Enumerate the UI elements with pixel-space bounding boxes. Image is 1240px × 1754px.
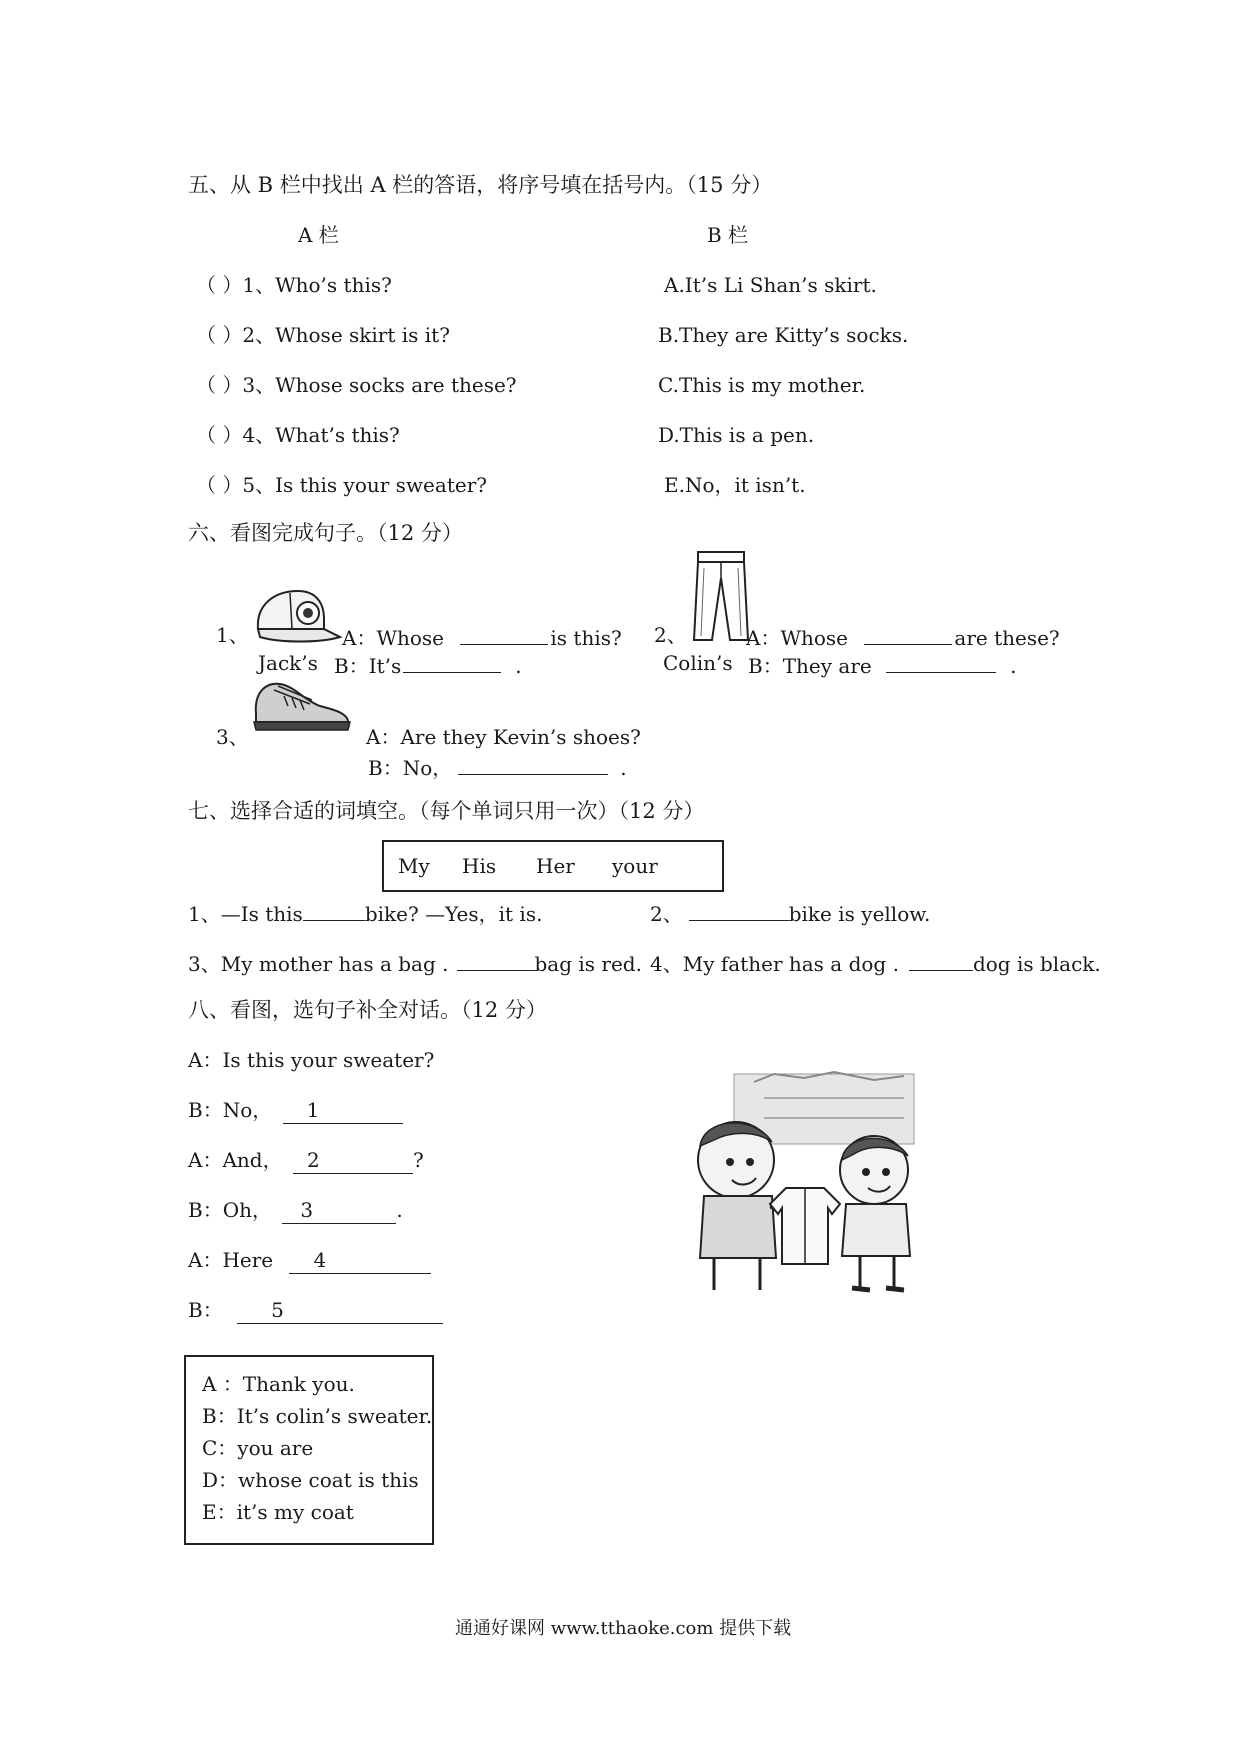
q6-3-number: 3、: [216, 725, 249, 749]
dialog-line-4-end: .: [396, 1198, 403, 1222]
match-question-4: （ ）4、What’s this?: [196, 423, 400, 447]
dialog-line-3: [188, 1147, 424, 1174]
dialog-line-1: A：Is this your sweater?: [188, 1048, 435, 1072]
q7-2: [650, 898, 930, 927]
dialog-line-4-label: B：Oh，: [188, 1198, 272, 1222]
match-answer-b: B.They are Kitty’s socks.: [658, 323, 909, 347]
q7-4-blank[interactable]: [909, 948, 973, 971]
q6-2-line-a: [746, 622, 1060, 651]
dialog-blank-5[interactable]: [237, 1297, 443, 1324]
dialog-line-5-label: A：Here: [188, 1248, 274, 1272]
dialog-blank-3-number: 3: [300, 1198, 314, 1222]
q7-4: [650, 948, 1101, 977]
word-bank-word-his: His: [462, 854, 497, 878]
dialog-blank-2[interactable]: [293, 1147, 413, 1174]
q6-2-a-end: are these?: [954, 626, 1060, 650]
section-8-title: 八、看图，选句子补全对话。（12 分）: [188, 998, 547, 1022]
match-answer-c: C.This is my mother.: [658, 373, 866, 397]
column-a-header: A 栏: [298, 223, 339, 247]
q6-3-b-end: .: [620, 756, 627, 780]
shoes-picture-icon: [250, 676, 354, 736]
q7-2-b: bike is yellow.: [788, 902, 931, 926]
match-question-1: （ ）1、Who’s this?: [196, 273, 392, 297]
dialog-line-5: [188, 1247, 431, 1274]
q6-2-line-b: [748, 650, 1016, 679]
column-b-header: B 栏: [707, 223, 749, 247]
q6-1-line-a: [342, 622, 622, 651]
dialog-blank-3[interactable]: [282, 1197, 396, 1224]
dialog-line-4: [188, 1197, 403, 1224]
option-c: C：you are: [202, 1436, 314, 1460]
section-5-title: 五、从 B 栏中找出 A 栏的答语，将序号填在括号内。（15 分）: [188, 173, 773, 197]
q7-1-a: 1、—Is this: [188, 902, 303, 926]
q6-1-name: Jack’s: [258, 651, 318, 675]
word-bank-word-my: My: [398, 854, 430, 878]
q6-1-a-end: is this?: [550, 626, 622, 650]
q6-3-blank-b[interactable]: [458, 752, 608, 775]
boys-with-sweater-picture: [674, 1068, 934, 1300]
option-b: B：It’s colin’s sweater.: [202, 1404, 433, 1428]
q6-1-line-b: [334, 650, 522, 679]
q7-1-b: bike? —Yes，it is.: [364, 902, 543, 926]
word-bank-word-your: your: [612, 854, 658, 878]
dialog-line-2: [188, 1097, 403, 1124]
q7-3: [188, 948, 642, 977]
match-question-5: （ ）5、Is this your sweater?: [196, 473, 487, 497]
q6-2-blank-a[interactable]: [864, 622, 952, 645]
option-d: D：whose coat is this: [202, 1468, 419, 1492]
q7-3-a: 3、My mother has a bag .: [188, 952, 449, 976]
q6-1-number: 1、: [216, 623, 249, 647]
footer-text: 通通好课网 www.tthaoke.com 提供下载: [455, 1618, 792, 1639]
q6-2-number: 2、: [654, 623, 687, 647]
q6-3-line-b: [368, 752, 627, 781]
q7-1-blank[interactable]: [303, 898, 365, 921]
q6-1-b-end: .: [515, 654, 522, 678]
trousers-picture-icon: [690, 548, 752, 644]
q6-1-blank-a[interactable]: [460, 622, 548, 645]
q6-3-b-text: B：No，: [368, 756, 453, 780]
q6-2-b-end: .: [1010, 654, 1017, 678]
q6-2-b-text: B：They are: [748, 654, 872, 678]
dialog-line-2-label: B：No，: [188, 1098, 273, 1122]
cap-picture-icon: [250, 585, 342, 647]
word-bank-box: [382, 840, 724, 892]
options-box: [184, 1355, 434, 1545]
q6-2-blank-b[interactable]: [886, 650, 996, 673]
dialog-line-6: [188, 1297, 443, 1324]
dialog-blank-4-number: 4: [313, 1248, 327, 1272]
dialog-blank-1[interactable]: [283, 1097, 403, 1124]
word-bank-word-her: Her: [536, 854, 575, 878]
match-question-2: （ ）2、Whose skirt is it?: [196, 323, 450, 347]
q7-2-blank[interactable]: [689, 898, 789, 921]
match-answer-e: E.No，it isn’t.: [664, 473, 806, 497]
dialog-blank-2-number: 2: [306, 1148, 320, 1172]
dialog-blank-1-number: 1: [306, 1098, 320, 1122]
match-question-3: （ ）3、Whose socks are these?: [196, 373, 517, 397]
q6-1-a-text: A：Whose: [342, 626, 445, 650]
match-answer-d: D.This is a pen.: [658, 423, 815, 447]
q6-3-a-text: A：Are they Kevin’s shoes?: [366, 725, 641, 749]
q6-2-a-text: A：Whose: [746, 626, 849, 650]
match-answer-a: A.It’s Li Shan’s skirt.: [664, 273, 877, 297]
q7-3-blank[interactable]: [457, 948, 535, 971]
section-6-title: 六、看图完成句子。（12 分）: [188, 521, 463, 545]
q7-4-a: 4、My father has a dog .: [650, 952, 899, 976]
dialog-line-6-label: B：: [188, 1298, 223, 1322]
dialog-line-3-label: A：And，: [188, 1148, 283, 1172]
q7-2-a: 2、: [650, 902, 683, 926]
q6-2-name: Colin’s: [663, 651, 733, 675]
q6-1-b-text: B：It’s: [334, 654, 402, 678]
dialog-blank-5-number: 5: [271, 1298, 284, 1322]
option-a: A ：Thank you.: [202, 1372, 355, 1396]
dialog-blank-4[interactable]: [289, 1247, 431, 1274]
section-7-title: 七、选择合适的词填空。（每个单词只用一次）（12 分）: [188, 799, 705, 823]
q7-1: [188, 898, 542, 927]
q7-3-b: bag is red.: [534, 952, 642, 976]
q6-1-blank-b[interactable]: [403, 650, 501, 673]
option-e: E：it’s my coat: [202, 1500, 354, 1524]
q7-4-b: dog is black.: [972, 952, 1101, 976]
dialog-line-3-end: ?: [412, 1148, 424, 1172]
